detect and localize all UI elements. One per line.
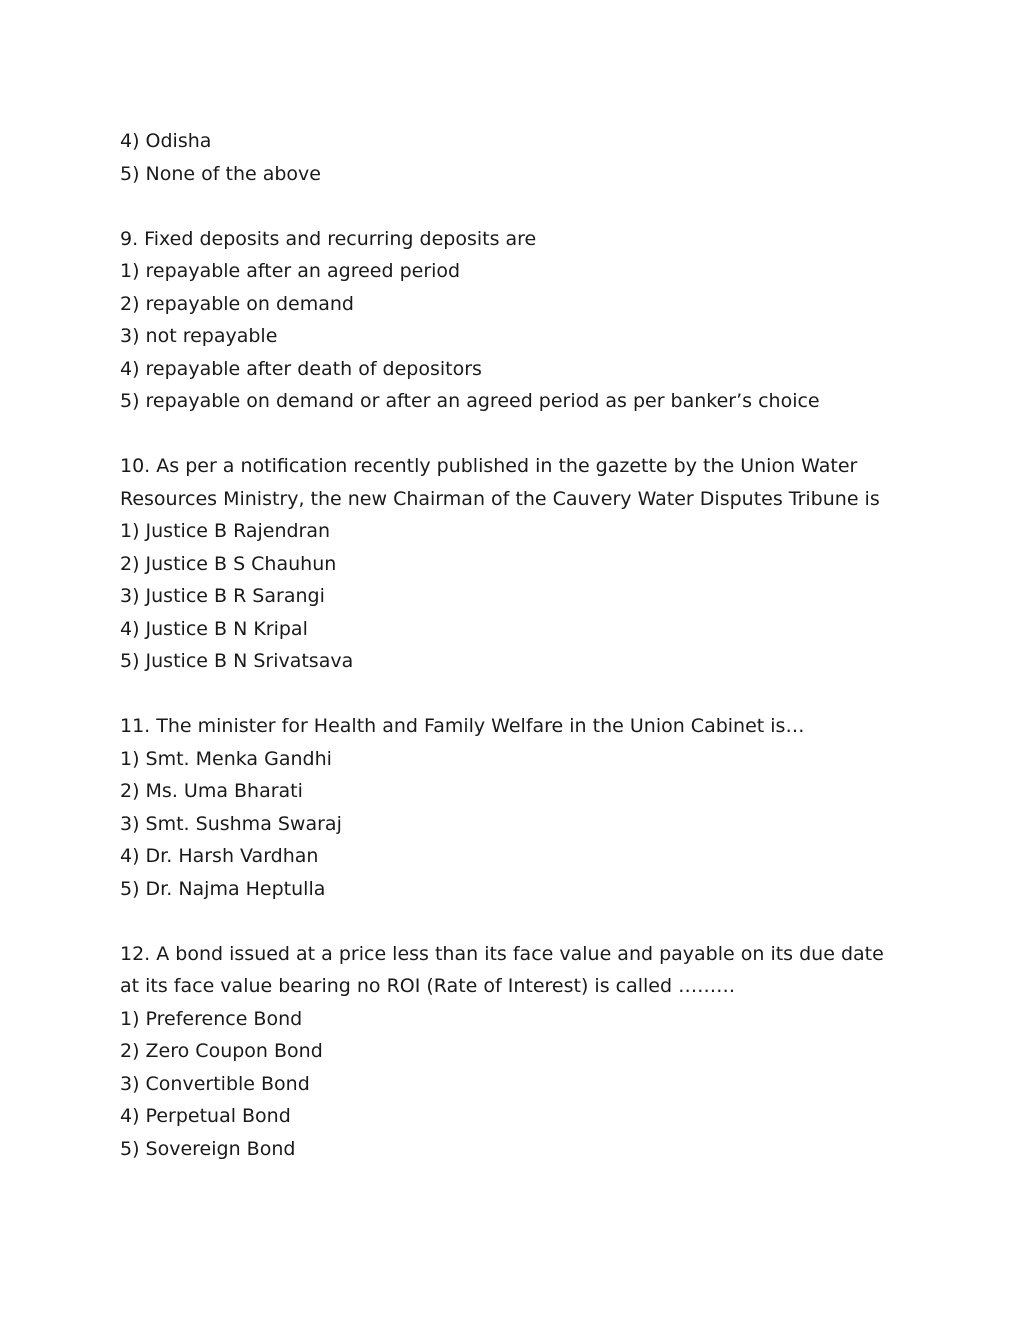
question-9 <box>120 223 910 418</box>
option-line: 4) Odisha <box>120 130 212 152</box>
option-line: 4) Dr. Harsh Vardhan <box>120 845 319 867</box>
question-text: at its face value bearing no ROI (Rate of Interest) is called ……… <box>120 975 736 997</box>
spacer <box>120 678 910 711</box>
question-10 <box>120 450 910 678</box>
option-line: 4) repayable after death of depositors <box>120 357 482 380</box>
option-line: 5) repayable on demand or after an agreed period as per banker’s choice <box>120 390 820 412</box>
document-page <box>120 125 910 1165</box>
option-line: 2) Ms. Uma Bharati <box>120 780 303 802</box>
question-text: 11. The minister for Health and Family Welfare in the Union Cabinet is… <box>120 715 805 737</box>
question-text: 9. Fixed deposits and recurring deposits are <box>120 227 537 250</box>
option-line: 4) Perpetual Bond <box>120 1105 291 1127</box>
question-text: 10. As per a notification recently published in the gazette by the Union Water <box>120 455 858 477</box>
question-12 <box>120 938 910 1166</box>
spacer <box>120 190 910 223</box>
option-line: 3) Smt. Sushma Swaraj <box>120 812 342 835</box>
option-line: 1) Smt. Menka Gandhi <box>120 747 332 770</box>
spacer <box>120 905 910 938</box>
option-line: 2) repayable on demand <box>120 292 354 315</box>
option-line: 2) Justice B S Chauhun <box>120 552 337 575</box>
option-line: 1) Preference Bond <box>120 1007 303 1030</box>
option-line: 3) Justice B R Sarangi <box>120 585 325 607</box>
spacer <box>120 418 910 451</box>
question-11 <box>120 710 910 905</box>
option-line: 2) Zero Coupon Bond <box>120 1040 323 1062</box>
option-line: 3) not repayable <box>120 325 278 347</box>
option-line: 5) None of the above <box>120 162 321 185</box>
option-line: 1) Justice B Rajendran <box>120 520 331 542</box>
option-line: 5) Justice B N Srivatsava <box>120 650 354 672</box>
option-line: 1) repayable after an agreed period <box>120 260 461 282</box>
option-line: 4) Justice B N Kripal <box>120 617 308 640</box>
option-line: 5) Sovereign Bond <box>120 1137 296 1160</box>
question-text: Resources Ministry, the new Chairman of the Cauvery Water Disputes Tribune is <box>120 487 880 510</box>
carryover-options <box>120 125 910 190</box>
option-line: 5) Dr. Najma Heptulla <box>120 877 326 900</box>
question-text: 12. A bond issued at a price less than its face value and payable on its due date <box>120 942 884 965</box>
option-line: 3) Convertible Bond <box>120 1072 310 1095</box>
